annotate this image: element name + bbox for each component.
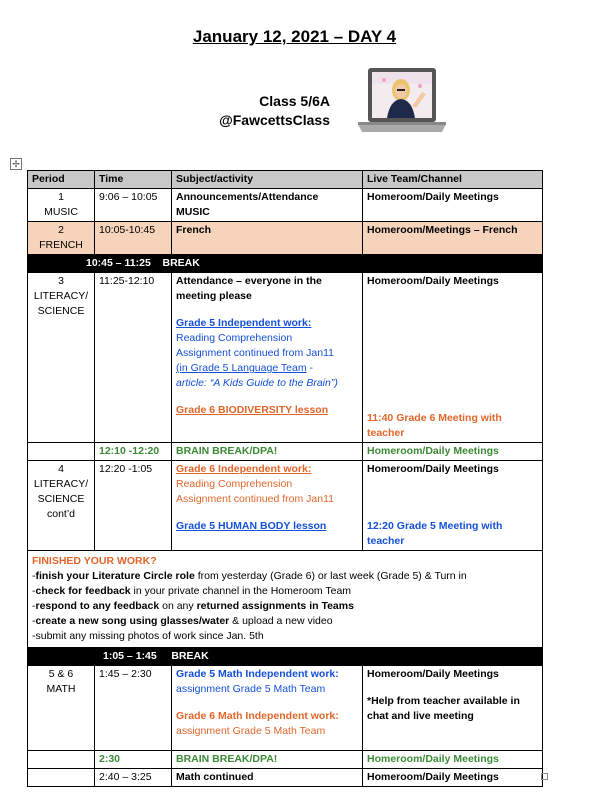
header-subject: Subject/activity bbox=[172, 171, 363, 189]
help-note: *Help from teacher available in chat and live meeting bbox=[367, 695, 520, 722]
channel-text: Homeroom/Daily Meetings bbox=[367, 463, 499, 475]
subject-cell: French bbox=[172, 222, 363, 255]
table-row-literacy bbox=[28, 273, 543, 443]
class-name: Class 5/6A bbox=[259, 93, 330, 109]
time-cell: 2:30 bbox=[95, 751, 172, 769]
subject-line: MUSIC bbox=[176, 206, 210, 218]
header-time: Time bbox=[95, 171, 172, 189]
subject-cell bbox=[172, 273, 363, 443]
bitmoji-laptop-icon bbox=[354, 66, 450, 140]
assignment-line: Assignment continued from Jan11 bbox=[176, 347, 334, 359]
subject-cell bbox=[172, 666, 363, 751]
break-label: BREAK bbox=[162, 257, 200, 269]
period-label: LITERACY/ bbox=[33, 478, 89, 490]
time-cell: 12:10 -12:20 bbox=[95, 443, 172, 461]
schedule-table bbox=[27, 170, 543, 787]
period-cell bbox=[28, 666, 95, 751]
channel-cell bbox=[363, 273, 543, 443]
period-cell bbox=[28, 222, 95, 255]
article-title: article: “A Kids Guide to the Brain”) bbox=[176, 377, 338, 389]
language-team-link[interactable]: (in Grade 5 Language Team bbox=[176, 362, 307, 374]
channel-cell bbox=[363, 666, 543, 751]
table-row-brain-break bbox=[28, 443, 543, 461]
channel-text: Homeroom/Daily Meetings bbox=[367, 275, 499, 287]
table-row-break bbox=[28, 648, 543, 666]
grade6-math-heading: Grade 6 Math Independent work: bbox=[176, 710, 339, 722]
channel-cell: Homeroom/Meetings – French bbox=[363, 222, 543, 255]
assignment-line: assignment Grade 5 Math Team bbox=[176, 725, 326, 737]
finished-cell bbox=[28, 551, 543, 648]
table-row-math-contd bbox=[28, 769, 543, 787]
channel-cell: Homeroom/Daily Meetings bbox=[363, 751, 543, 769]
period-cell bbox=[28, 751, 95, 769]
period-number: 3 bbox=[58, 275, 64, 287]
period-number: 1 bbox=[58, 191, 64, 203]
subject-cell bbox=[172, 189, 363, 222]
time-cell: 11:25-12:10 bbox=[95, 273, 172, 443]
period-cell bbox=[28, 189, 95, 222]
time-cell: 10:05-10:45 bbox=[95, 222, 172, 255]
finished-heading: FINISHED YOUR WORK? bbox=[32, 555, 157, 567]
subject-cell: Math continued bbox=[172, 769, 363, 787]
attendance-note: Attendance – everyone in the meeting please bbox=[176, 275, 322, 302]
period-label: SCIENCE bbox=[37, 493, 85, 505]
table-header-row bbox=[28, 171, 543, 189]
time-cell: 2:40 – 3:25 bbox=[95, 769, 172, 787]
channel-cell bbox=[363, 461, 543, 551]
table-row-music bbox=[28, 189, 543, 222]
grade5-lesson-link[interactable]: Grade 5 HUMAN BODY lesson bbox=[176, 520, 327, 532]
period-cell bbox=[28, 461, 95, 551]
grade5-math-heading: Grade 5 Math Independent work: bbox=[176, 668, 339, 680]
time-cell: 1:45 – 2:30 bbox=[95, 666, 172, 751]
finished-line: -create a new song using glasses/water & upload a new video bbox=[32, 615, 333, 627]
finished-line: -respond to any feedback on any returned assignments in Teams bbox=[32, 600, 354, 612]
period-cell bbox=[28, 769, 95, 787]
period-cell bbox=[28, 443, 95, 461]
period-cell bbox=[28, 273, 95, 443]
subject-cell: BRAIN BREAK/DPA! bbox=[172, 751, 363, 769]
break-time: 1:05 – 1:45 bbox=[103, 650, 157, 662]
assignment-line bbox=[176, 361, 358, 376]
class-handle: @FawcettsClass bbox=[219, 112, 330, 128]
time-cell: 9:06 – 10:05 bbox=[95, 189, 172, 222]
page-title: January 12, 2021 – DAY 4 bbox=[192, 27, 397, 46]
meeting-note: 12:20 Grade 5 Meeting with teacher bbox=[367, 520, 503, 547]
period-number: 5 & 6 bbox=[48, 668, 74, 680]
meeting-note: 11:40 Grade 6 Meeting with teacher bbox=[367, 412, 502, 439]
period-label: SCIENCE bbox=[37, 305, 85, 317]
period-number: 2 bbox=[58, 224, 64, 236]
time-cell: 12:20 -1:05 bbox=[95, 461, 172, 551]
table-row-brain-break bbox=[28, 751, 543, 769]
break-label: BREAK bbox=[171, 650, 209, 662]
subject-line: Announcements/Attendance bbox=[176, 191, 319, 203]
table-row-literacy-contd bbox=[28, 461, 543, 551]
channel-text: Homeroom/Daily Meetings bbox=[367, 668, 499, 680]
header-channel: Live Team/Channel bbox=[363, 171, 543, 189]
finished-line: -finish your Literature Circle role from yesterday (Grade 6) or last week (Grade 5) & Turn in bbox=[32, 570, 467, 582]
period-label: LITERACY/ bbox=[33, 290, 89, 302]
table-row-french bbox=[28, 222, 543, 255]
assignment-line: assignment Grade 5 Math Team bbox=[176, 683, 326, 695]
finished-line: -check for feedback in your private channel in the Homeroom Team bbox=[32, 585, 352, 597]
grade6-lesson-link[interactable]: Grade 6 BIODIVERSITY lesson bbox=[176, 404, 329, 416]
break-cell bbox=[28, 255, 543, 273]
period-label: cont’d bbox=[46, 508, 76, 520]
table-row-math bbox=[28, 666, 543, 751]
assignment-line: Reading Comprehension bbox=[176, 332, 293, 344]
period-label: MUSIC bbox=[44, 206, 78, 218]
break-time: 10:45 – 11:25 bbox=[86, 257, 151, 269]
table-move-handle[interactable]: ✢ bbox=[10, 158, 22, 170]
period-label: MATH bbox=[46, 683, 76, 695]
header-period: Period bbox=[28, 171, 95, 189]
channel-cell: Homeroom/Daily Meetings bbox=[363, 189, 543, 222]
break-cell bbox=[28, 648, 543, 666]
class-info bbox=[190, 92, 330, 130]
assignment-line: Assignment continued from Jan11 bbox=[176, 493, 334, 505]
grade5-work-link[interactable]: Grade 5 Independent work: bbox=[176, 317, 312, 329]
finished-line: -submit any missing photos of work since Jan. 5th bbox=[32, 630, 264, 642]
channel-cell: Homeroom/Daily Meetings bbox=[363, 769, 543, 787]
subject-cell: BRAIN BREAK/DPA! bbox=[172, 443, 363, 461]
dash-text: - bbox=[306, 362, 313, 374]
table-resize-handle[interactable] bbox=[541, 773, 548, 780]
period-label: FRENCH bbox=[39, 239, 83, 251]
grade6-work-link[interactable]: Grade 6 Independent work: bbox=[176, 463, 312, 475]
table-row-break bbox=[28, 255, 543, 273]
table-row-finished bbox=[28, 551, 543, 648]
assignment-line: Reading Comprehension bbox=[176, 478, 293, 490]
period-number: 4 bbox=[58, 463, 64, 475]
subject-cell bbox=[172, 461, 363, 551]
channel-cell: Homeroom/Daily Meetings bbox=[363, 443, 543, 461]
